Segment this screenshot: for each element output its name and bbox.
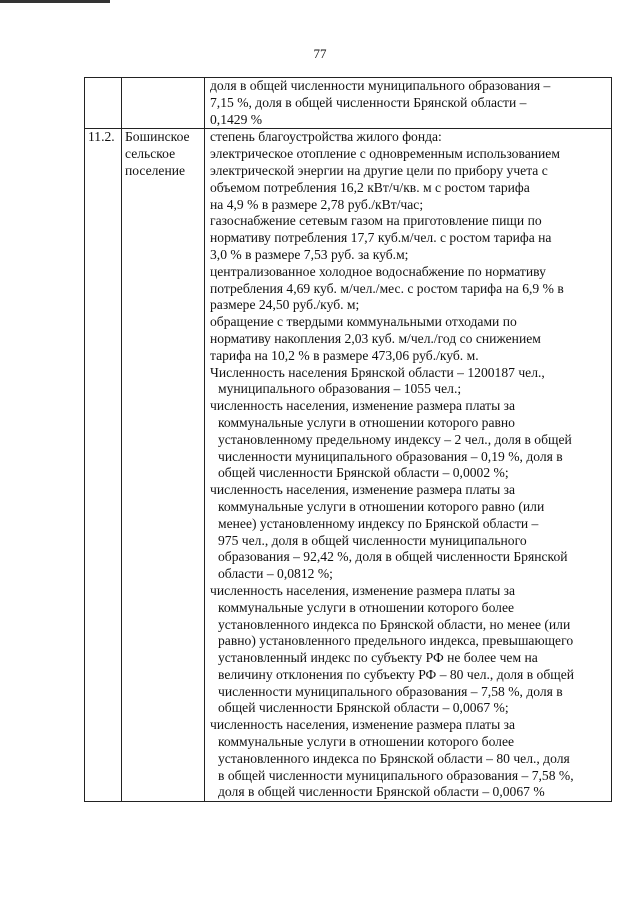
text-line: газоснабжение сетевым газом на приготовление пищи по <box>210 213 542 229</box>
text-line: численность населения, изменение размера платы за <box>210 482 516 498</box>
text-line: потребления 4,69 куб. м/чел./мес. с ростом тарифа на 6,9 % в <box>210 280 564 296</box>
text-line: объемом потребления 16,2 кВт/ч/кв. м с ростом тарифа <box>210 179 530 195</box>
text-line: коммунальные услуги в отношении которого более <box>218 734 515 750</box>
page-number: 77 <box>313 46 327 61</box>
text-line: установленного индекса по Брянской области – 80 чел., доля <box>218 750 570 766</box>
text-line: численность населения, изменение размера платы за <box>210 398 516 414</box>
text-line: менее) установленному индексу по Брянской области – <box>218 515 539 531</box>
description-cell <box>205 129 612 802</box>
text-line: коммунальные услуги в отношении которого более <box>218 599 515 615</box>
text-line: электрической энергии на другие цели по прибору учета с <box>210 162 548 178</box>
municipal-data-table <box>84 77 612 802</box>
text-line: на 4,9 % в размере 2,78 руб./кВт/час; <box>210 196 424 212</box>
text-line: доля в общей численности муниципального образования – <box>210 78 551 93</box>
text-line: образования – 92,42 %, доля в общей численности Брянской <box>218 549 568 565</box>
text-line: муниципального образования – 1055 чел.; <box>218 381 462 397</box>
text-line: равно) установленного предельного индекса, превышающего <box>218 633 574 649</box>
text-line: установленный индекс по субъекту РФ не более чем на <box>218 650 538 666</box>
text-line: 3,0 % в размере 7,53 руб. за куб.м; <box>210 246 409 262</box>
text-line: 0,1429 % <box>210 111 263 127</box>
municipality-name-line: сельское <box>125 146 176 162</box>
text-line: численность населения, изменение размера платы за <box>210 717 516 733</box>
text-line: электрическое отопление с одновременным использованием <box>210 146 560 162</box>
text-line: коммунальные услуги в отношении которого равно <box>218 414 515 430</box>
text-line: общей численности Брянской области – 0,0002 %; <box>218 465 509 481</box>
text-line: размере 24,50 руб./куб. м; <box>210 297 360 313</box>
text-line: установленного индекса по Брянской области, но менее (или <box>218 616 571 632</box>
municipality-name-line: поселение <box>125 162 186 178</box>
municipality-name-line: Бошинское <box>125 129 190 145</box>
text-line: коммунальные услуги в отношении которого равно (или <box>218 498 545 514</box>
text-line: численность населения, изменение размера платы за <box>210 582 516 598</box>
text-line: тарифа на 10,2 % в размере 473,06 руб./куб. м. <box>210 347 479 363</box>
text-line: 975 чел., доля в общей численности муниципального <box>218 532 527 548</box>
row-number-cell: 11.2. <box>85 129 122 802</box>
table-row-continuation <box>85 78 612 129</box>
text-line: величину отклонения по субъекту РФ – 80 чел., доля в общей <box>218 666 575 682</box>
text-line: численности муниципального образования – 7,58 %, доля в <box>218 683 563 699</box>
row-number-cell <box>85 78 122 129</box>
text-line: Численность населения Брянской области – 1200187 чел., <box>210 364 545 380</box>
text-line: численности муниципального образования – 0,19 %, доля в <box>218 448 563 464</box>
text-line: установленному предельному индексу – 2 чел., доля в общей <box>218 431 572 447</box>
text-line: обращение с твердыми коммунальными отходами по <box>210 314 517 330</box>
municipality-name-cell <box>122 129 205 802</box>
description-cell <box>205 78 612 129</box>
text-line: степень благоустройства жилого фонда: <box>210 129 442 145</box>
municipality-name-cell <box>122 78 205 129</box>
scan-artifact-line <box>0 0 110 3</box>
text-line: 7,15 %, доля в общей численности Брянской области – <box>210 94 527 110</box>
text-line: нормативу накопления 2,03 куб. м/чел./год со снижением <box>210 330 541 346</box>
text-line: доля в общей численности Брянской области – 0,0067 % <box>218 784 545 800</box>
text-line: централизованное холодное водоснабжение по нормативу <box>210 263 546 279</box>
text-line: области – 0,0812 %; <box>218 566 333 582</box>
text-line: нормативу потребления 17,7 куб.м/чел. с ростом тарифа на <box>210 230 552 246</box>
table-row-11-2 <box>85 129 612 802</box>
text-line: общей численности Брянской области – 0,0067 %; <box>218 700 509 716</box>
text-line: в общей численности муниципального образования – 7,58 %, <box>218 767 574 783</box>
